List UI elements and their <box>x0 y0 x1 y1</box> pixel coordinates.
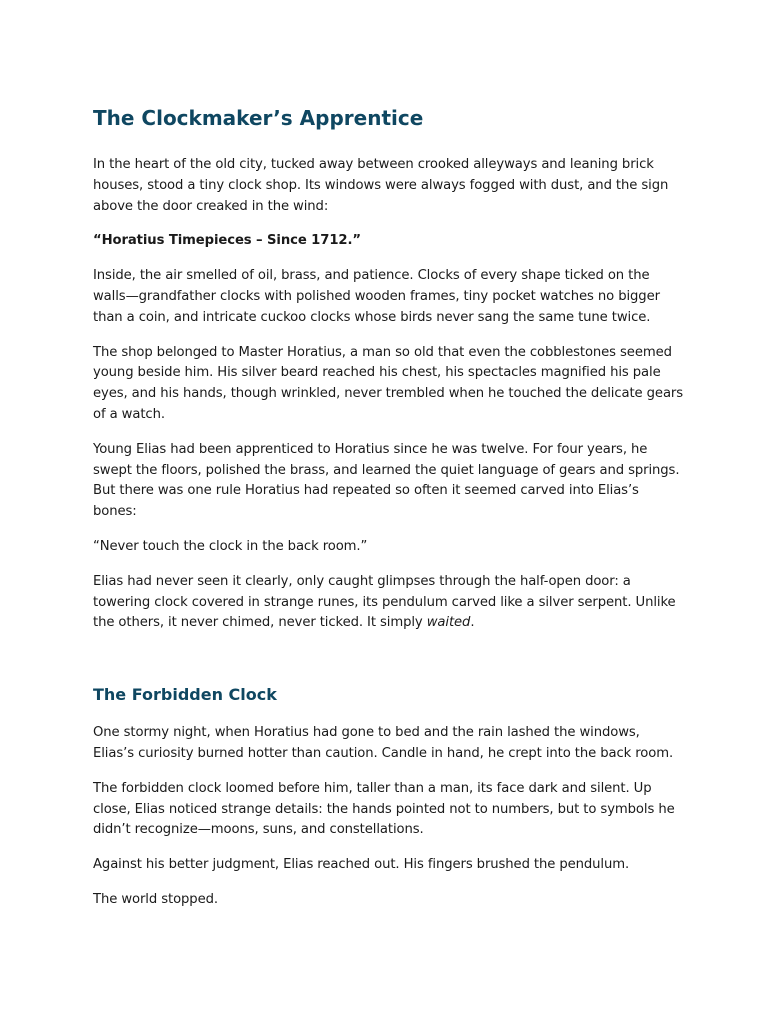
italic-word: waited <box>426 615 471 631</box>
paragraph-reached-out: Against his better judgment, Elias reached out. His fingers brushed the pendulum. <box>93 857 630 873</box>
text-run: Elias had never seen it clearly, only caught glimpses through the half-open door: a towering clock covered in strange runes, its pendulum carved like a silver serpent. Unlike the others, it never chimed, never ticked. It simply <box>93 573 676 631</box>
paragraph-world-stopped: The world stopped. <box>93 891 218 907</box>
paragraph-forbidden-clock: The forbidden clock loomed before him, taller than a man, its face dark and silent. Up close, Elias noticed strange details: the hands pointed not to numbers, but to symbols he didn’t recognize—moons, suns, and constellations. <box>93 780 675 838</box>
section-heading: The Forbidden Clock <box>93 685 277 705</box>
paragraph-young-elias: Young Elias had been apprenticed to Horatius since he was twelve. For four years, he swept the floors, polished the brass, and learned the quiet language of gears and springs. But there was one rule Horatius had repeated so often it seemed carved into Elias’s bones: <box>93 441 680 520</box>
rule-quote: “Never touch the clock in the back room.” <box>93 538 368 554</box>
paragraph-intro: In the heart of the old city, tucked away between crooked alleyways and leaning brick houses, stood a tiny clock shop. Its windows were always fogged with dust, and the sign above the door creaked in the wind: <box>93 157 669 214</box>
document-body <box>93 104 683 925</box>
paragraph-inside-shop: Inside, the air smelled of oil, brass, and patience. Clocks of every shape ticked on the walls—grandfather clocks with polished wooden frames, tiny pocket watches no bigger than a coin, and intricate cuckoo clocks whose birds never sang the same tune twice. <box>93 268 660 325</box>
paragraph-master-horatius: The shop belonged to Master Horatius, a man so old that even the cobblestones seemed young beside him. His silver beard reached his chest, his spectacles magnified his pale eyes, and his hands, though wrinkled, never trembled when he touched the delicate gears of a watch. <box>93 344 684 422</box>
text-run: . <box>470 615 475 631</box>
paragraph-back-room-clock <box>93 572 683 634</box>
paragraph-stormy-night: One stormy night, when Horatius had gone to bed and the rain lashed the windows, Elias’s curiosity burned hotter than caution. Candle in hand, he crept into the back room. <box>93 725 674 761</box>
shop-sign-quote: “Horatius Timepieces – Since 1712.” <box>93 233 361 249</box>
document-title: The Clockmaker’s Apprentice <box>93 106 424 130</box>
